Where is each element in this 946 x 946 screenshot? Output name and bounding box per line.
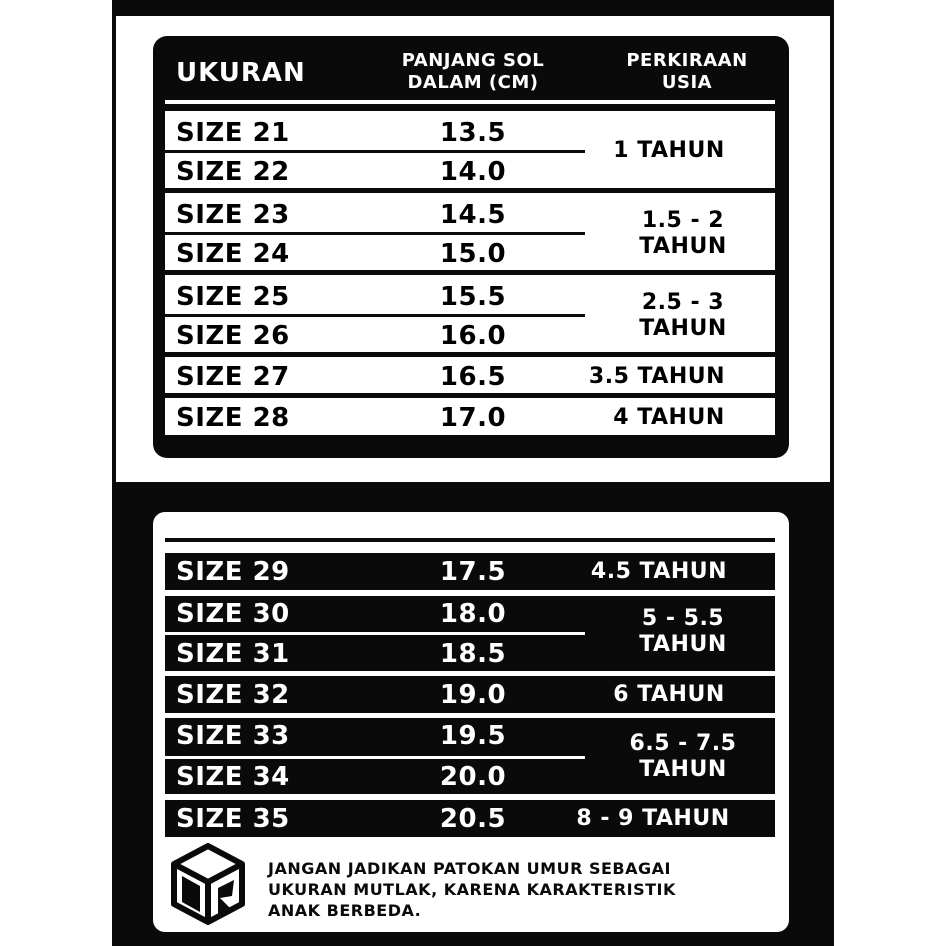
header-divider — [165, 100, 775, 104]
header-length-line2: DALAM (CM) — [407, 72, 539, 93]
table-row-size: SIZE 26 — [176, 321, 290, 351]
age-label-line2: TAHUN — [639, 632, 727, 657]
row-divider — [165, 756, 585, 759]
table-row-length: 20.5 — [439, 804, 507, 834]
age-label — [590, 606, 776, 658]
table-row-length: 17.5 — [439, 557, 507, 587]
table-row-size: SIZE 30 — [176, 599, 290, 629]
table-row-size: SIZE 22 — [176, 157, 290, 187]
age-label: 1 TAHUN — [613, 138, 725, 163]
table-row-size: SIZE 21 — [176, 118, 290, 148]
age-label-line1: 1.5 - 2 — [641, 208, 725, 233]
table-row-size: SIZE 24 — [176, 239, 290, 269]
age-label: 4.5 TAHUN — [590, 559, 728, 584]
table-row-size: SIZE 29 — [176, 557, 290, 587]
table-row-length: 14.5 — [439, 200, 507, 230]
table-row-length: 17.0 — [439, 403, 507, 433]
row-divider — [165, 314, 585, 317]
table-row-size: SIZE 31 — [176, 639, 290, 669]
age-label-line1: 2.5 - 3 — [641, 290, 725, 315]
header-age-line2: USIA — [661, 72, 713, 93]
age-label: 3.5 TAHUN — [588, 364, 726, 389]
table-row-size: SIZE 35 — [176, 804, 290, 834]
header-size: UKURAN — [176, 58, 306, 88]
table-row-length: 19.0 — [439, 680, 507, 710]
age-label-line1: 6.5 - 7.5 — [629, 731, 737, 756]
bottom-top-divider — [165, 538, 775, 542]
header-length-line1: PANJANG SOL — [401, 50, 545, 71]
table-row-size: SIZE 25 — [176, 282, 290, 312]
box-logo-icon — [168, 842, 248, 926]
age-label — [590, 290, 776, 342]
header-age-line1: PERKIRAAN — [626, 50, 748, 71]
table-row-length: 16.0 — [439, 321, 507, 351]
header-age — [594, 50, 780, 94]
row-divider — [165, 150, 585, 153]
age-label: 6 TAHUN — [613, 682, 725, 707]
table-row-length: 20.0 — [439, 762, 507, 792]
age-label-line1: 5 - 5.5 — [641, 606, 725, 631]
age-label: 8 - 9 TAHUN — [576, 806, 730, 831]
note-line1: JANGAN JADIKAN PATOKAN UMUR SEBAGAI — [268, 859, 671, 878]
age-label-line2: TAHUN — [639, 234, 727, 259]
table-row-size: SIZE 23 — [176, 200, 290, 230]
table-row-length: 18.5 — [439, 639, 507, 669]
age-label: 4 TAHUN — [613, 405, 725, 430]
table-row-length: 18.0 — [439, 599, 507, 629]
row-divider — [165, 632, 585, 635]
note-line2: UKURAN MUTLAK, KARENA KARAKTERISTIK — [268, 880, 676, 899]
table-row-length: 19.5 — [439, 721, 507, 751]
age-label-line2: TAHUN — [639, 757, 727, 782]
row-divider — [165, 232, 585, 235]
age-label — [590, 731, 776, 783]
table-row-size: SIZE 28 — [176, 403, 290, 433]
table-row-size: SIZE 34 — [176, 762, 290, 792]
note-line3: ANAK BERBEDA. — [268, 901, 422, 920]
table-row-size: SIZE 33 — [176, 721, 290, 751]
table-row-length: 15.0 — [439, 239, 507, 269]
header-length — [378, 50, 568, 94]
table-row-size: SIZE 32 — [176, 680, 290, 710]
table-row-length: 15.5 — [439, 282, 507, 312]
table-row-length: 16.5 — [439, 362, 507, 392]
table-row-size: SIZE 27 — [176, 362, 290, 392]
age-label — [590, 208, 776, 260]
table-row-length: 14.0 — [439, 157, 507, 187]
table-row-length: 13.5 — [439, 118, 507, 148]
disclaimer-note — [268, 858, 768, 921]
age-label-line2: TAHUN — [639, 316, 727, 341]
